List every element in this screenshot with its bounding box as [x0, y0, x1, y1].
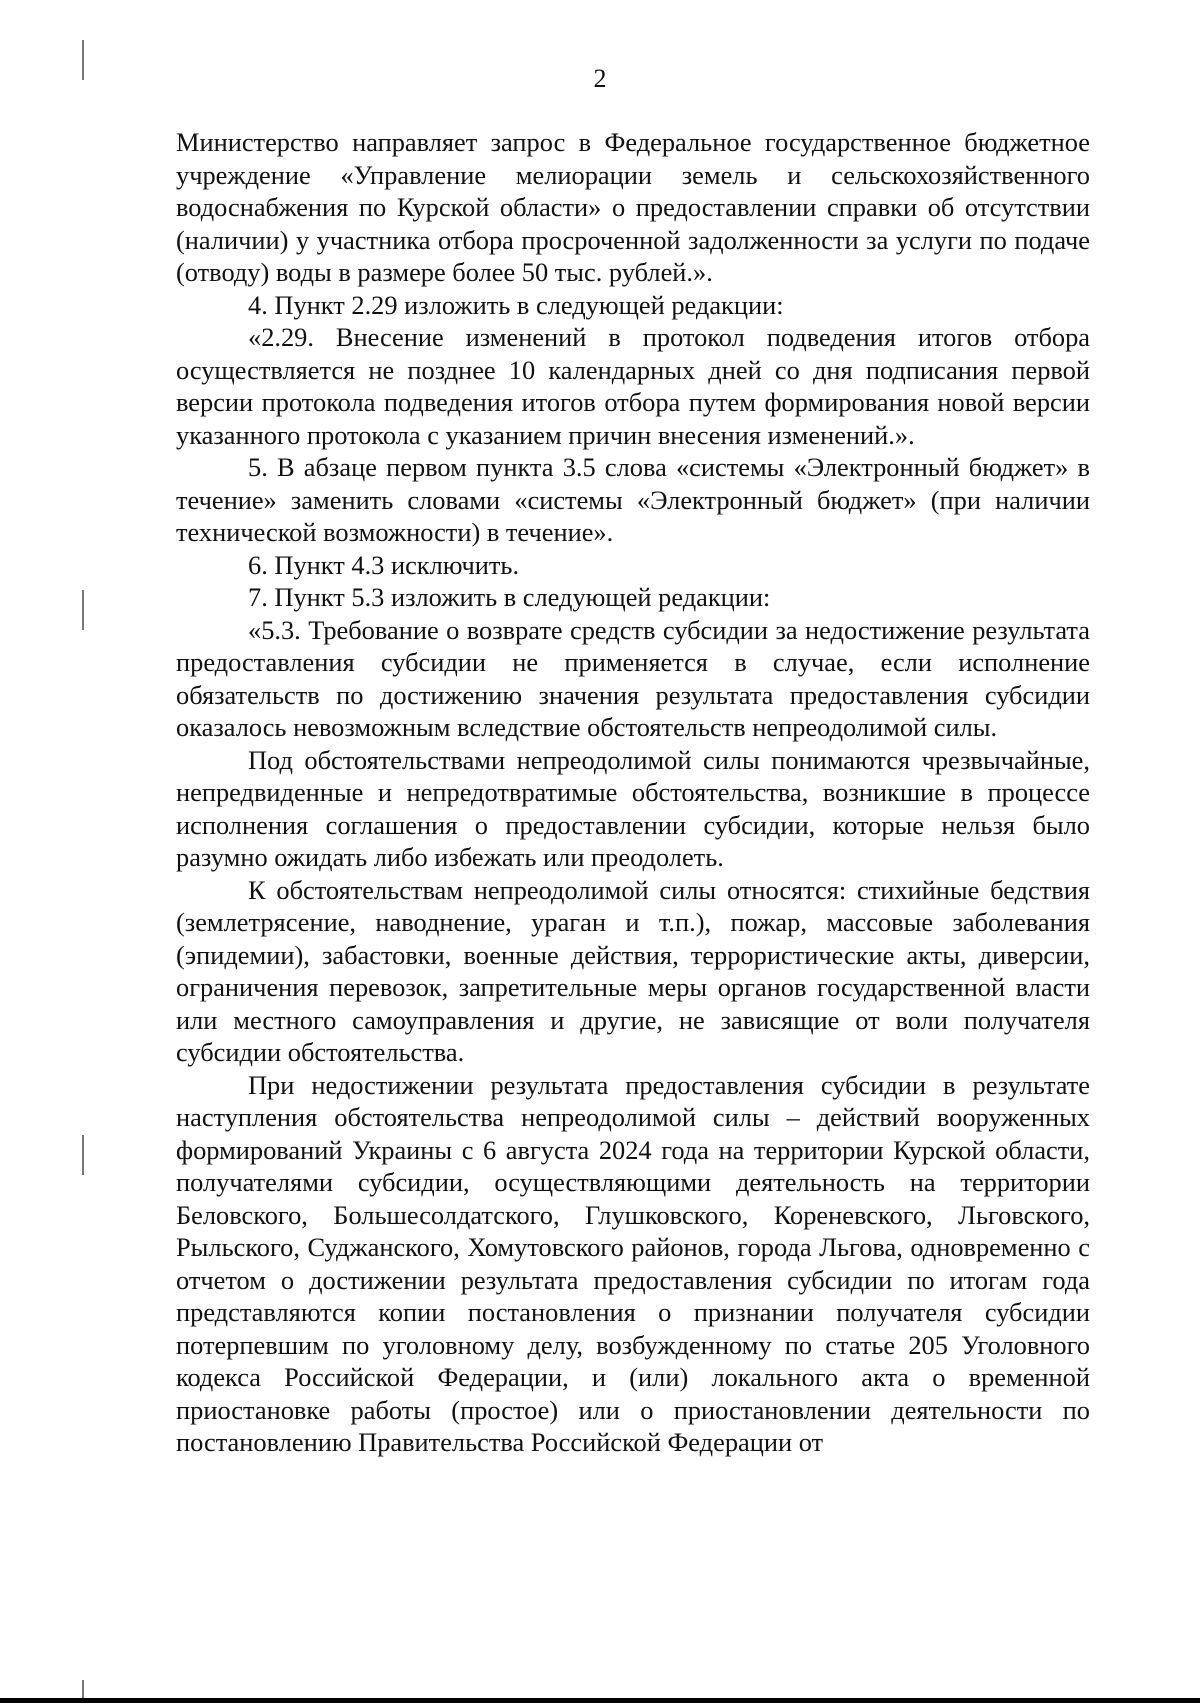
paragraph: Под обстоятельствами непреодолимой силы понимаются чрезвычайные, непредвиденные и непредотвратимые обстоятельства, возникшие в процессе исполнения соглашения о предоставлении субсидии, которые нельзя было разумно ожидать либо избежать или преодолеть.	[176, 744, 1090, 872]
paragraph: 4. Пункт 2.29 изложить в следующей редакции:	[248, 289, 784, 320]
scan-edge-mark	[82, 1680, 84, 1700]
paragraph: «2.29. Внесение изменений в протокол подведения итогов отбора осуществляется не позднее 10 календарных дней со дня подписания первой версии протокола подведения итогов отбора путем формирования новой версии указанного протокола с указанием причин внесения изменений.».	[176, 322, 1090, 450]
paragraph: Министерство направляет запрос в Федеральное государственное бюджетное учреждение «Управление мелиорации земель и сельскохозяйственного водоснабжения по Курской области» о предоставлении справки об отсутствии (наличии) у участника отбора просроченной задолженности за услуги по подаче (отводу) воды в размере более 50 тыс. рублей.».	[176, 127, 1090, 287]
scan-edge-mark	[82, 590, 84, 630]
page-number: 2	[593, 64, 607, 93]
paragraph: 5. В абзаце первом пункта 3.5 слова «системы «Электронный бюджет» в течение» заменить словами «системы «Электронный бюджет» (при наличии технической возможности) в течение».	[176, 452, 1090, 547]
paragraph: 6. Пункт 4.3 исключить.	[248, 549, 520, 580]
scan-edge-mark	[82, 1135, 84, 1175]
document-body	[176, 126, 1090, 1459]
paragraph: «5.3. Требование о возврате средств субсидии за недостижение результата предоставления субсидии не применяется в случае, если исполнение обязательств по достижению значения результата предоставления субсидии оказалось невозможным вследствие обстоятельств непреодолимой силы.	[176, 614, 1090, 742]
paragraph: К обстоятельствам непреодолимой силы относятся: стихийные бедствия (землетрясение, наводнение, ураган и т.п.), пожар, массовые заболевания (эпидемии), забастовки, военные действия, террористические акты, диверсии, ограничения перевозок, запретительные меры органов государственной власти или местного самоуправления и другие, не зависящие от воли получателя субсидии обстоятельства.	[176, 874, 1090, 1067]
page-bottom-border	[0, 1698, 1200, 1703]
paragraph: 7. Пункт 5.3 изложить в следующей редакции:	[248, 582, 771, 612]
paragraph: При недостижении результата предоставления субсидии в результате наступления обстоятельства непреодолимой силы – действий вооруженных формирований Украины с 6 августа 2024 года на территории Курской области, получателями субсидии, осуществляющими деятельность на территории Беловского, Большесолдатского, Глушковского, Кореневского, Льговского, Рыльского, Суджанского, Хомутовского районов, города Льгова, одновременно с отчетом о достижении результата предоставления субсидии по итогам года представляются копии постановления о признании получателя субсидии потерпевшим по уголовному делу, возбужденному по статье 205 Уголовного кодекса Российской Федерации, и (или) локального акта о временной приостановке работы (простое) или о приостановлении деятельности по постановлению Правительства Российской Федерации от	[176, 1069, 1090, 1457]
